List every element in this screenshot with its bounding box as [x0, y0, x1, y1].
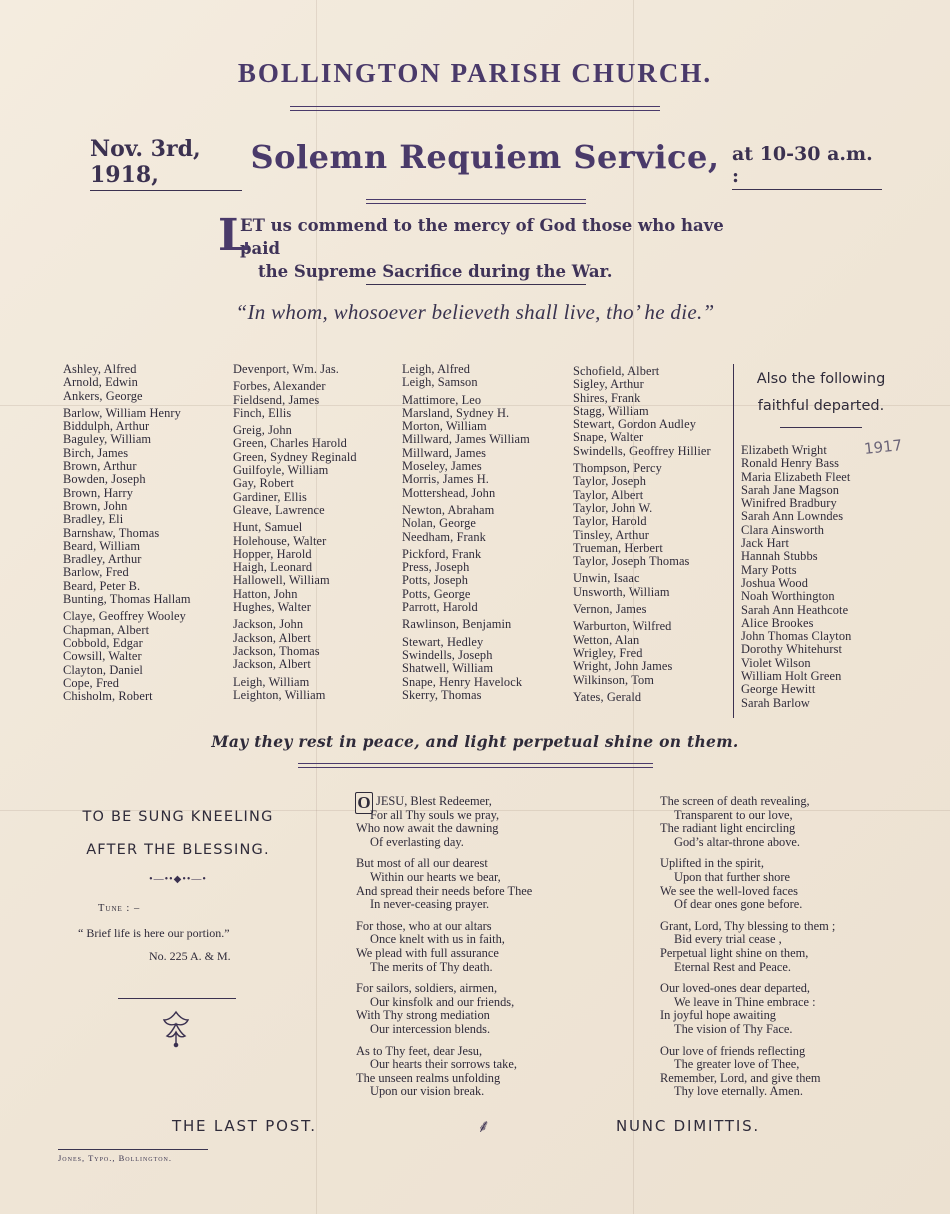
name-entry: Gay, Robert: [233, 476, 294, 491]
name-entry: Jackson, Albert: [233, 630, 311, 645]
name-entry: Green, Charles Harold: [233, 436, 347, 451]
hymn-stanza: [660, 920, 920, 974]
tune-name: “ Brief life is here our portion.”: [78, 926, 230, 940]
name-entry: Bowden, Joseph: [63, 472, 146, 487]
hymn-line: For all Thy souls we pray,: [370, 807, 500, 822]
hymn-number: No. 225 A. & M.: [149, 949, 231, 963]
name-entry: Morton, William: [402, 419, 487, 434]
service-date: Nov. 3rd, 1918,: [90, 136, 242, 191]
name-entry: Snape, Henry Havelock: [402, 674, 523, 689]
name-entry: Noah Worthington: [741, 589, 835, 604]
last-post-label: THE LAST POST.: [172, 1117, 317, 1135]
name-entry: Shires, Frank: [573, 390, 641, 405]
hymn-stanza: [356, 857, 616, 911]
name-entry: Taylor, Joseph Thomas: [573, 554, 690, 569]
hymn-line: Of everlasting day.: [370, 834, 464, 849]
name-entry: Leighton, William: [233, 687, 326, 702]
sung-kneeling-line-2: AFTER THE BLESSING.: [86, 842, 270, 858]
commendation: [218, 210, 748, 283]
name-entry: Bradley, Eli: [63, 512, 124, 527]
hymn-line: As to Thy feet, dear Jesu,: [356, 1043, 483, 1058]
name-entry: Sarah Ann Lowndes: [741, 509, 844, 524]
hymn-line: With Thy strong mediation: [356, 1008, 490, 1023]
name-entry: Green, Sydney Reginald: [233, 449, 357, 464]
name-entry: Taylor, Joseph: [573, 474, 646, 489]
name-entry: Ashley, Alfred: [63, 362, 137, 376]
name-entry: Dorothy Whitehurst: [741, 642, 843, 657]
hymn-line: We see the well-loved faces: [660, 883, 798, 898]
name-entry: Stewart, Hedley: [402, 634, 484, 649]
name-entry: Potts, Joseph: [402, 573, 469, 588]
hymn-line: We plead with full assurance: [356, 945, 499, 960]
hymn-line: Grant, Lord, Thy blessing to them ;: [660, 918, 836, 933]
also-heading-line-1: Also the following: [756, 371, 886, 387]
name-entry: Clara Ainsworth: [741, 522, 825, 537]
name-entry: Cope, Fred: [63, 675, 120, 690]
name-entry: Shatwell, William: [402, 661, 494, 676]
also-heading-line-2: faithful departed.: [757, 398, 885, 414]
rest-in-peace-line: May they rest in peace, and light perpetual shine on them.: [211, 732, 739, 751]
name-entry: Hatton, John: [233, 586, 298, 601]
name-entry: Brown, Harry: [63, 485, 134, 500]
name-entry: Taylor, Albert: [573, 487, 644, 502]
hymn-stanza: [660, 1045, 920, 1099]
name-entry: Hallowell, William: [233, 573, 330, 588]
hymn-line: For sailors, soldiers, airmen,: [356, 981, 498, 996]
name-entry: Stewart, Gordon Audley: [573, 417, 696, 432]
name-entry: Wrigley, Fred: [573, 645, 643, 660]
name-entry: Parrott, Harold: [402, 600, 478, 615]
hymn-line: For those, who at our altars: [356, 918, 492, 933]
hymn-right-column: [660, 795, 920, 1107]
hymn-line: The unseen realms unfolding: [356, 1070, 501, 1085]
name-entry: Bunting, Thomas Hallam: [63, 592, 191, 607]
sung-kneeling-line-1: TO BE SUNG KNEELING: [82, 809, 274, 825]
name-entry: Greig, John: [233, 423, 292, 438]
commendation-line-2: the Supreme Sacrifice during the War.: [258, 262, 613, 281]
name-entry: Haigh, Leonard: [233, 560, 313, 575]
name-entry: Sarah Ann Heathcote: [741, 602, 849, 617]
name-entry: Brown, John: [63, 498, 128, 513]
name-entry: Leigh, Samson: [402, 375, 478, 390]
name-entry: Potts, George: [402, 586, 471, 601]
name-entry: Elizabeth Wright: [741, 443, 827, 457]
name-entry: Rawlinson, Benjamin: [402, 617, 512, 632]
name-entry: Baguley, William: [63, 432, 152, 447]
name-entry: Moseley, James: [402, 459, 482, 474]
name-entry: Jackson, John: [233, 617, 304, 632]
name-entry: Forbes, Alexander: [233, 379, 326, 394]
name-entry: Clayton, Daniel: [63, 662, 143, 677]
scripture-quote: “In whom, whosoever believeth shall live, tho’ he die.”: [235, 300, 715, 324]
church-title: BOLLINGTON PARISH CHURCH.: [237, 58, 713, 88]
name-entry: Gardiner, Ellis: [233, 489, 307, 504]
hymn-line: Our kinsfolk and our friends,: [370, 994, 515, 1009]
name-entry: Ronald Henry Bass: [741, 456, 840, 471]
name-entry: Sarah Barlow: [741, 695, 810, 710]
name-entry: Hopper, Harold: [233, 546, 312, 561]
hymn-line: Our hearts their sorrows take,: [370, 1057, 517, 1072]
name-entry: Unsworth, William: [573, 584, 670, 599]
handwritten-note: 1917: [863, 436, 904, 458]
name-entry: Press, Joseph: [402, 560, 470, 575]
name-entry: Wilkinson, Tom: [573, 672, 655, 687]
name-entry: Arnold, Edwin: [63, 375, 138, 390]
service-title: Solemn Requiem Service,: [250, 138, 720, 176]
name-entry: Swindells, Joseph: [402, 647, 493, 662]
name-entry: Snape, Walter: [573, 430, 644, 445]
left-rule: [118, 998, 236, 999]
names-column-3: [402, 363, 530, 702]
hymn-line: Upon that further shore: [674, 869, 790, 884]
names-column-1: [63, 363, 191, 703]
name-entry: Tinsley, Arthur: [573, 527, 649, 542]
name-entry: Leigh, William: [233, 674, 310, 689]
name-entry: Taylor, John W.: [573, 500, 653, 515]
name-entry: Chisholm, Robert: [63, 689, 153, 704]
commendation-dropcap: L: [218, 210, 249, 261]
name-entry: Millward, James: [402, 445, 487, 460]
name-entry: Bradley, Arthur: [63, 552, 142, 567]
name-entry: George Hewitt: [741, 682, 816, 697]
fleuron-ornament-icon: [158, 1008, 194, 1048]
hymn-dropcap: O: [355, 792, 373, 814]
hymn-left-column: [356, 795, 616, 1107]
hymn-line: Perpetual light shine on them,: [660, 945, 809, 960]
name-entry: Vernon, James: [573, 602, 647, 617]
name-entry: Pickford, Frank: [402, 546, 482, 561]
name-entry: Unwin, Isaac: [573, 571, 640, 586]
also-rule: [780, 427, 862, 428]
hymn-line: Our intercession blends.: [370, 1021, 491, 1036]
name-entry: Sarah Jane Magson: [741, 482, 840, 497]
name-entry: Jackson, Thomas: [233, 643, 320, 658]
tune-label: Tune : –: [98, 903, 141, 914]
name-entry: Needham, Frank: [402, 529, 486, 544]
rest-double-rule: [298, 763, 653, 768]
name-entry: Swindells, Geoffrey Hillier: [573, 443, 711, 458]
hymn-line: Transparent to our love,: [674, 807, 793, 822]
name-entry: Guilfoyle, William: [233, 463, 329, 478]
hymn-line: Bid every trial cease ,: [674, 932, 782, 947]
printer-credit: Jones, Typo., Bollington.: [58, 1149, 208, 1163]
name-entry: Cobbold, Edgar: [63, 635, 143, 650]
column-divider: [733, 364, 734, 718]
name-entry: Fieldsend, James: [233, 392, 320, 407]
hymn-stanza: [356, 1045, 616, 1099]
name-entry: Stagg, William: [573, 403, 649, 418]
names-column-4: [573, 365, 711, 704]
service-time: at 10-30 a.m. :: [732, 143, 882, 190]
hymn-line: Our love of friends reflecting: [660, 1043, 806, 1058]
name-entry: Sigley, Arthur: [573, 377, 644, 392]
nunc-dimittis-label: NUNC DIMITTIS.: [616, 1117, 760, 1135]
name-entry: Hannah Stubbs: [741, 549, 818, 564]
also-heading: [740, 366, 902, 420]
name-entry: Thompson, Percy: [573, 461, 662, 476]
name-entry: Biddulph, Arthur: [63, 419, 150, 434]
hymn-line: Of dear ones gone before.: [674, 897, 803, 912]
name-entry: Devenport, Wm. Jas.: [233, 362, 339, 376]
name-entry: Winifred Bradbury: [741, 496, 837, 511]
name-entry: Taylor, Harold: [573, 514, 647, 529]
hymn-line: The radiant light encircling: [660, 821, 796, 836]
hymn-line: Our loved-ones dear departed,: [660, 981, 811, 996]
hymn-line: Eternal Rest and Peace.: [674, 959, 791, 974]
name-entry: Warburton, Wilfred: [573, 619, 672, 634]
hymn-line: Once knelt with us in faith,: [370, 932, 505, 947]
ornament-divider: •—••◆••—•: [149, 874, 207, 885]
commendation-rule: [366, 284, 586, 285]
name-entry: Jack Hart: [741, 536, 790, 551]
hymn-stanza: [356, 795, 616, 849]
name-entry: Brown, Arthur: [63, 459, 137, 474]
name-entry: Jackson, Albert: [233, 657, 311, 672]
name-entry: Violet Wilson: [741, 655, 811, 670]
hymn-line: The merits of Thy death.: [370, 959, 493, 974]
name-entry: Schofield, Albert: [573, 364, 660, 378]
hymn-line: And spread their needs before Thee: [356, 883, 533, 898]
name-entry: Hunt, Samuel: [233, 520, 303, 535]
name-entry: Hughes, Walter: [233, 600, 311, 615]
hymn-line: We leave in Thine embrace :: [674, 994, 816, 1009]
name-entry: Chapman, Albert: [63, 622, 150, 637]
name-entry: Wright, John James: [573, 659, 673, 674]
hymn-stanza: [660, 982, 920, 1036]
hymn-stanza: [356, 982, 616, 1036]
name-entry: Ankers, George: [63, 388, 143, 403]
name-entry: Newton, Abraham: [402, 502, 495, 517]
name-entry: Barnshaw, Thomas: [63, 525, 160, 540]
name-entry: Marsland, Sydney H.: [402, 405, 510, 420]
hymn-line: Within our hearts we bear,: [370, 869, 501, 884]
hymn-stanza: [356, 920, 616, 974]
name-entry: Birch, James: [63, 445, 129, 460]
name-entry: Maria Elizabeth Fleet: [741, 469, 851, 484]
commendation-line-1: ET us commend to the mercy of God those who have paid: [240, 216, 724, 258]
name-entry: Trueman, Herbert: [573, 540, 663, 555]
hymn-line: God’s altar-throne above.: [674, 834, 801, 849]
name-entry: Mottershead, John: [402, 485, 496, 500]
hymn-line: Who now await the dawning: [356, 821, 499, 836]
name-entry: Leigh, Alfred: [402, 362, 471, 376]
name-entry: Morris, James H.: [402, 472, 489, 487]
name-entry: Finch, Ellis: [233, 405, 292, 420]
name-entry: Wetton, Alan: [573, 632, 640, 647]
name-entry: Beard, William: [63, 538, 141, 553]
name-entry: Nolan, George: [402, 516, 477, 531]
service-double-rule: [366, 199, 586, 204]
name-entry: Barlow, William Henry: [63, 405, 181, 420]
hymn-stanza: [660, 857, 920, 911]
name-entry: Mattimore, Leo: [402, 392, 482, 407]
title-double-rule: [290, 106, 660, 111]
hymn-line: In never-ceasing prayer.: [370, 897, 490, 912]
hymn-line: But most of all our dearest: [356, 856, 488, 871]
name-entry: Barlow, Fred: [63, 565, 129, 580]
name-entry: John Thomas Clayton: [741, 629, 852, 644]
hymn-line: The screen of death revealing,: [660, 794, 810, 808]
name-entry: Joshua Wood: [741, 575, 808, 590]
hymn-line: The vision of Thy Face.: [674, 1021, 793, 1036]
hymn-line: The greater love of Thee,: [674, 1057, 800, 1072]
name-entry: Gleave, Lawrence: [233, 502, 325, 517]
name-entry: Alice Brookes: [741, 615, 814, 630]
names-column-2: [233, 363, 357, 702]
hymn-line: JESU, Blest Redeemer,: [376, 794, 492, 808]
name-entry: Skerry, Thomas: [402, 687, 482, 702]
hymn-line: Upon our vision break.: [370, 1084, 485, 1099]
hymn-line: Uplifted in the spirit,: [660, 856, 764, 871]
name-entry: William Holt Green: [741, 669, 842, 684]
hymn-stanza: [660, 795, 920, 849]
hymn-line: In joyful hope awaiting: [660, 1008, 776, 1023]
name-entry: Millward, James William: [402, 432, 530, 447]
hymn-line: Thy love eternally. Amen.: [674, 1084, 803, 1099]
name-entry: Holehouse, Walter: [233, 533, 327, 548]
footer-separator-icon: ⸙: [477, 1116, 491, 1136]
name-entry: Cowsill, Walter: [63, 649, 142, 664]
name-entry: Beard, Peter B.: [63, 578, 141, 593]
hymn-line: Remember, Lord, and give them: [660, 1070, 821, 1085]
also-names-column: [741, 444, 851, 710]
name-entry: Yates, Gerald: [573, 689, 642, 704]
name-entry: Mary Potts: [741, 562, 797, 577]
name-entry: Claye, Geoffrey Wooley: [63, 609, 186, 624]
